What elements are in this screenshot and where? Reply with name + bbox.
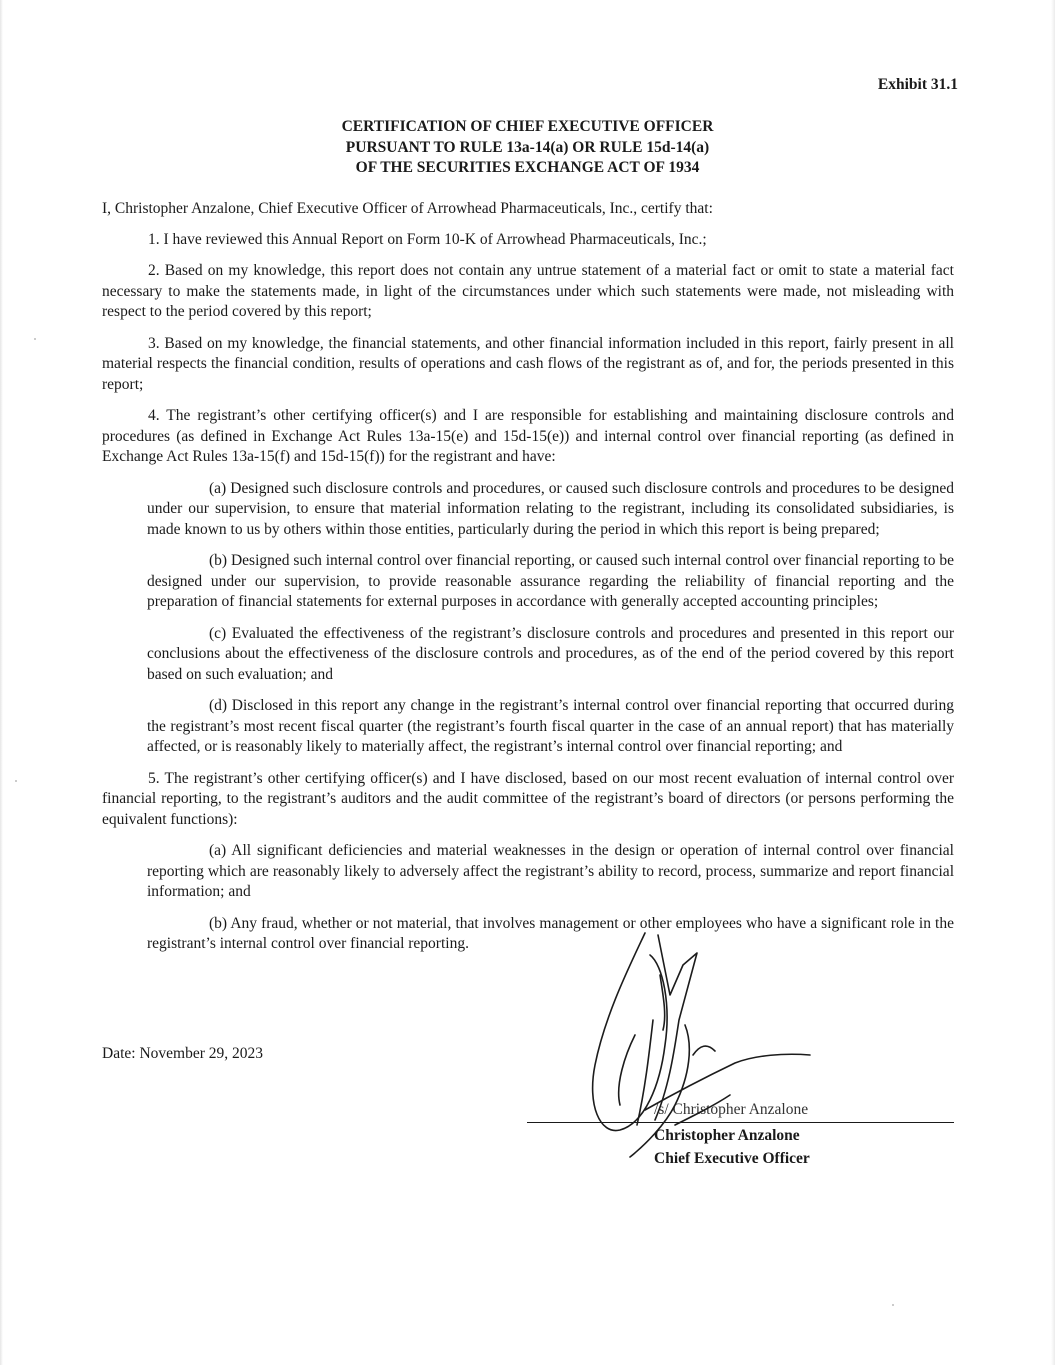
scan-speck: [34, 338, 36, 340]
paragraph-5a: (a) All significant deficiencies and material weaknesses in the design or operation of internal control over financial reporting which are reasonably likely to adversely affect the registrant’s ability to record, process, summarize and report financial information; and: [147, 842, 954, 900]
intro-paragraph: I, Christopher Anzalone, Chief Executive Officer of Arrowhead Pharmaceuticals, Inc., certify that:: [102, 200, 713, 217]
paragraph-4b: (b) Designed such internal control over financial reporting, or caused such internal control over financial reporting to be designed under our supervision, to provide reasonable assurance regarding the reliability of financial reporting and the preparation of financial statements for external purposes in accordance with generally accepted accounting principles;: [147, 552, 954, 610]
signature-line: [527, 1122, 954, 1123]
paragraph-3: 3. Based on my knowledge, the financial statements, and other financial information included in this report, fairly present in all material respects the financial condition, results of operations and cash flows of the registrant as of, and for, the periods presented in this report;: [102, 334, 954, 393]
signature-date: Date: November 29, 2023: [102, 1045, 263, 1062]
title-line-2: PURSUANT TO RULE 13a-14(a) OR RULE 15d-14(a): [345, 138, 710, 156]
paragraph-4: 4. The registrant’s other certifying officer(s) and I are responsible for establishing and maintaining disclosure controls and procedures (as defined in Exchange Act Rules 13a-15(e) and 15d-15(e)) and internal control over financial reporting (as defined in Exchange Act Rules 13a-15(f) and 15d-15(f)) for the registrant and have:: [102, 407, 954, 465]
paragraph-5: 5. The registrant’s other certifying officer(s) and I have disclosed, based on our most recent evaluation of internal control over financial reporting, to the registrant’s auditors and the audit committee of the registrant’s board of directors (or persons performing the equivalent functions):: [102, 769, 954, 828]
paragraph-2: 2. Based on my knowledge, this report does not contain any untrue statement of a material fact or omit to state a material fact necessary to make the statements made, in light of the circumstances under which such statements were made, not misleading with respect to the period covered by this report;: [102, 262, 954, 320]
signer-title: Chief Executive Officer: [654, 1150, 810, 1167]
paragraph-4c: (c) Evaluated the effectiveness of the registrant’s disclosure controls and procedures and presented in this report our conclusions about the effectiveness of the disclosure controls and procedures, as of the end of the period covered by this report based on such evaluation; and: [147, 624, 954, 683]
certification-body: [102, 199, 954, 966]
scan-edge-right: [1051, 0, 1055, 1365]
scan-edge-left: [0, 0, 3, 1365]
scan-speck: [15, 780, 17, 782]
conformed-signature: /s/ Christopher Anzalone: [654, 1101, 809, 1118]
paragraph-1: 1. I have reviewed this Annual Report on Form 10-K of Arrowhead Pharmaceuticals, Inc.;: [148, 230, 707, 248]
paragraph-5b: (b) Any fraud, whether or not material, that involves management or other employees who have a significant role in the registrant’s internal control over financial reporting.: [147, 914, 954, 952]
title-line-1: CERTIFICATION OF CHIEF EXECUTIVE OFFICER: [341, 118, 714, 135]
paragraph-4a: (a) Designed such disclosure controls and procedures, or caused such disclosure controls and procedures to be designed under our supervision, to ensure that material information relating to the registrant, including its consolidated subsidiaries, is made known to us by others within those entities, particularly during the period in which this report is being prepared;: [147, 479, 954, 538]
exhibit-label: Exhibit 31.1: [877, 76, 958, 93]
paragraph-4d: (d) Disclosed in this report any change in the registrant’s internal control over financial reporting that occurred during the registrant’s most recent fiscal quarter (the registrant’s fourth fiscal quarter in the case of an annual report) that has materially affected, or is reasonably likely to materially affect, the registrant’s internal control over financial reporting; and: [147, 697, 954, 755]
signer-name: Christopher Anzalone: [654, 1127, 800, 1144]
scan-speck: [892, 1304, 894, 1306]
document-title: [0, 117, 1055, 179]
title-line-3: OF THE SECURITIES EXCHANGE ACT OF 1934: [355, 159, 700, 176]
